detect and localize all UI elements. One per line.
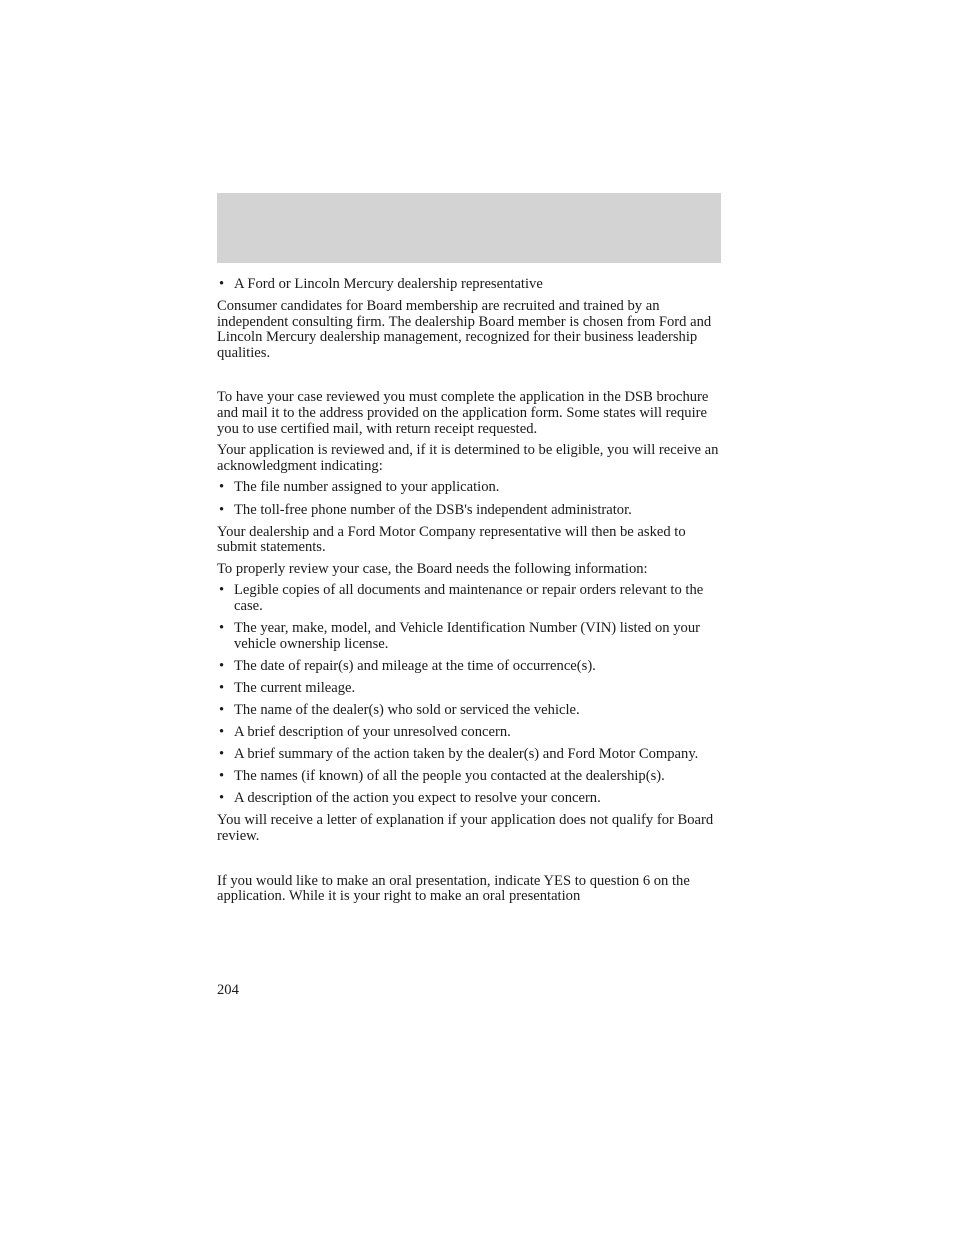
bullet-list-top xyxy=(217,277,723,293)
paragraph-info: To properly review your case, the Board needs the following information: xyxy=(217,560,648,577)
list-item-text: The current mileage. xyxy=(234,679,356,696)
list-item xyxy=(217,681,723,697)
bullet-list-information xyxy=(217,583,723,807)
list-item xyxy=(217,725,723,741)
list-item-text: The date of repair(s) and mileage at the time of occurrence(s). xyxy=(234,657,596,674)
list-item xyxy=(217,583,723,614)
section-header-band xyxy=(217,193,721,263)
list-item xyxy=(217,503,723,519)
list-item xyxy=(217,621,723,652)
bullet-list-acknowledgment xyxy=(217,480,723,518)
list-item xyxy=(217,659,723,675)
bullet-icon: • xyxy=(219,679,225,696)
list-item-text: The name of the dealer(s) who sold or serviced the vehicle. xyxy=(234,701,580,718)
list-item-text: The file number assigned to your application. xyxy=(234,479,500,496)
bullet-icon: • xyxy=(219,276,225,292)
list-item-text: The names (if known) of all the people you contacted at the dealership(s). xyxy=(234,768,665,785)
list-item xyxy=(217,791,723,807)
bullet-icon: • xyxy=(219,724,225,741)
paragraph-statements: Your dealership and a Ford Motor Company representative will then be asked to submit statements. xyxy=(217,523,686,556)
bullet-icon: • xyxy=(219,701,225,718)
bullet-icon: • xyxy=(219,501,225,518)
bullet-icon: • xyxy=(219,746,225,763)
list-item-text: Legible copies of all documents and maintenance or repair orders relevant to the case. xyxy=(234,582,704,614)
list-item-text: A brief summary of the action taken by the dealer(s) and Ford Motor Company. xyxy=(234,746,699,763)
list-item xyxy=(217,769,723,785)
bullet-icon: • xyxy=(219,657,225,674)
list-item-text: The year, make, model, and Vehicle Identification Number (VIN) listed on your vehicle ownership license. xyxy=(234,620,700,652)
paragraph-application: To have your case reviewed you must complete the application in the DSB brochure and mail it to the address provided on the application form. Some states will require you to use certified mail, with return receipt requested. xyxy=(217,389,709,437)
bullet-icon: • xyxy=(219,582,225,599)
section-gap xyxy=(217,851,723,874)
list-item-text: A Ford or Lincoln Mercury dealership representative xyxy=(234,276,543,292)
bullet-icon: • xyxy=(219,790,225,807)
bullet-icon: • xyxy=(219,620,225,637)
list-item xyxy=(217,747,723,763)
paragraph-reviewed: Your application is reviewed and, if it is determined to be eligible, you will receive an acknowledgment indicating: xyxy=(217,442,719,474)
page-content xyxy=(217,277,723,911)
list-item xyxy=(217,277,723,293)
paragraph-oral-presentation: If you would like to make an oral presentation, indicate YES to question 6 on the application. While it is your right to make an oral presentation xyxy=(217,872,690,905)
list-item xyxy=(217,480,723,496)
list-item xyxy=(217,703,723,719)
paragraph-letter: You will receive a letter of explanation if your application does not qualify for Board review. xyxy=(217,812,714,845)
section-gap xyxy=(217,367,723,390)
page-number: 204 xyxy=(217,982,239,998)
bullet-icon: • xyxy=(219,768,225,785)
list-item-text: The toll-free phone number of the DSB's independent administrator. xyxy=(234,501,632,518)
paragraph-membership: Consumer candidates for Board membership are recruited and trained by an independent consulting firm. The dealership Board member is chosen from Ford and Lincoln Mercury dealership management, recognized for their business leadership qualities. xyxy=(217,298,712,361)
list-item-text: A brief description of your unresolved concern. xyxy=(234,724,511,741)
list-item-text: A description of the action you expect to resolve your concern. xyxy=(234,790,601,807)
bullet-icon: • xyxy=(219,479,225,496)
